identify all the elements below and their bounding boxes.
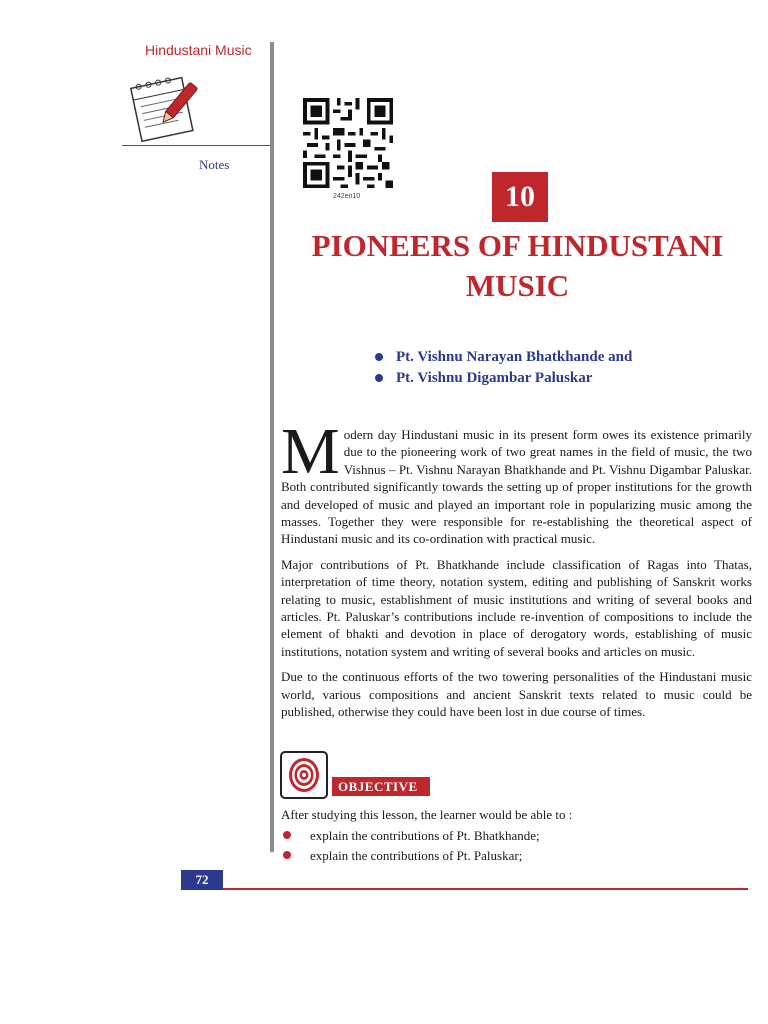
paragraph-1-text: odern day Hindustani music in its present form owes its existence primarily due to the pioneering work of two great names in the field of music, the two Vishnus – Pt. Vishnu Narayan Bhatkhande and Pt. Vishnu Digambar Paluskar. Both contributed significantly towards the setting up of proper institutions for the growth and developed of music and played an important role in popularizing music among the masses. Together they were responsible for re-establishing the theoretical aspect of Hindustani music and its co-ordination with practical music. (281, 427, 752, 547)
sidebar-divider (122, 145, 270, 146)
notepad-pencil-icon (126, 72, 202, 142)
target-icon (280, 751, 328, 799)
drop-cap: M (281, 415, 340, 488)
page-number: 72 (181, 870, 223, 890)
topic-item: Pt. Vishnu Narayan Bhatkhande and (373, 347, 632, 368)
paragraph-1 (281, 415, 752, 548)
margin-rule (270, 42, 274, 852)
paragraph-2: Major contributions of Pt. Bhatkhande include classification of Ragas into Thatas, interpretation of time theory, notation system, editing and publishing of Sanskrit works relating to music, establishment of music institutions and writing of several books and articles. Pt. Paluskar’s contributions include re-invention of compositions to include the element of bhakti and devotion in place of derogatory words, establishing of music institutions, notation system and writing of several books and articles on music. (281, 556, 752, 659)
topic-list (373, 347, 632, 389)
objective-intro: After studying this lesson, the learner would be able to : (281, 807, 573, 822)
chapter-title-line2: MUSIC (465, 268, 570, 303)
body-text (281, 415, 752, 729)
paragraph-3: Due to the continuous efforts of the two towering personalities of the Hindustani music world, various compositions and ancient Sanskrit texts related to music could be published, otherwise they could have been lost in due course of times. (281, 669, 752, 720)
footer-rule (223, 888, 748, 890)
chapter-number: 10 (492, 172, 548, 222)
qr-code-icon (300, 98, 396, 188)
chapter-title-line1: PIONEERS OF HINDUSTANI (311, 228, 724, 263)
topic-item: Pt. Vishnu Digambar Paluskar (373, 368, 632, 389)
chapter-title (280, 226, 755, 306)
notes-label: Notes (199, 157, 230, 172)
objective-heading: OBJECTIVE (332, 777, 430, 796)
objective-list (281, 826, 540, 866)
objective-item: explain the contributions of Pt. Bhatkhande; (281, 826, 540, 846)
objective-item: explain the contributions of Pt. Paluskar; (281, 846, 540, 866)
qr-caption: 242en10 (333, 193, 361, 200)
running-header: Hindustani Music (145, 42, 252, 58)
